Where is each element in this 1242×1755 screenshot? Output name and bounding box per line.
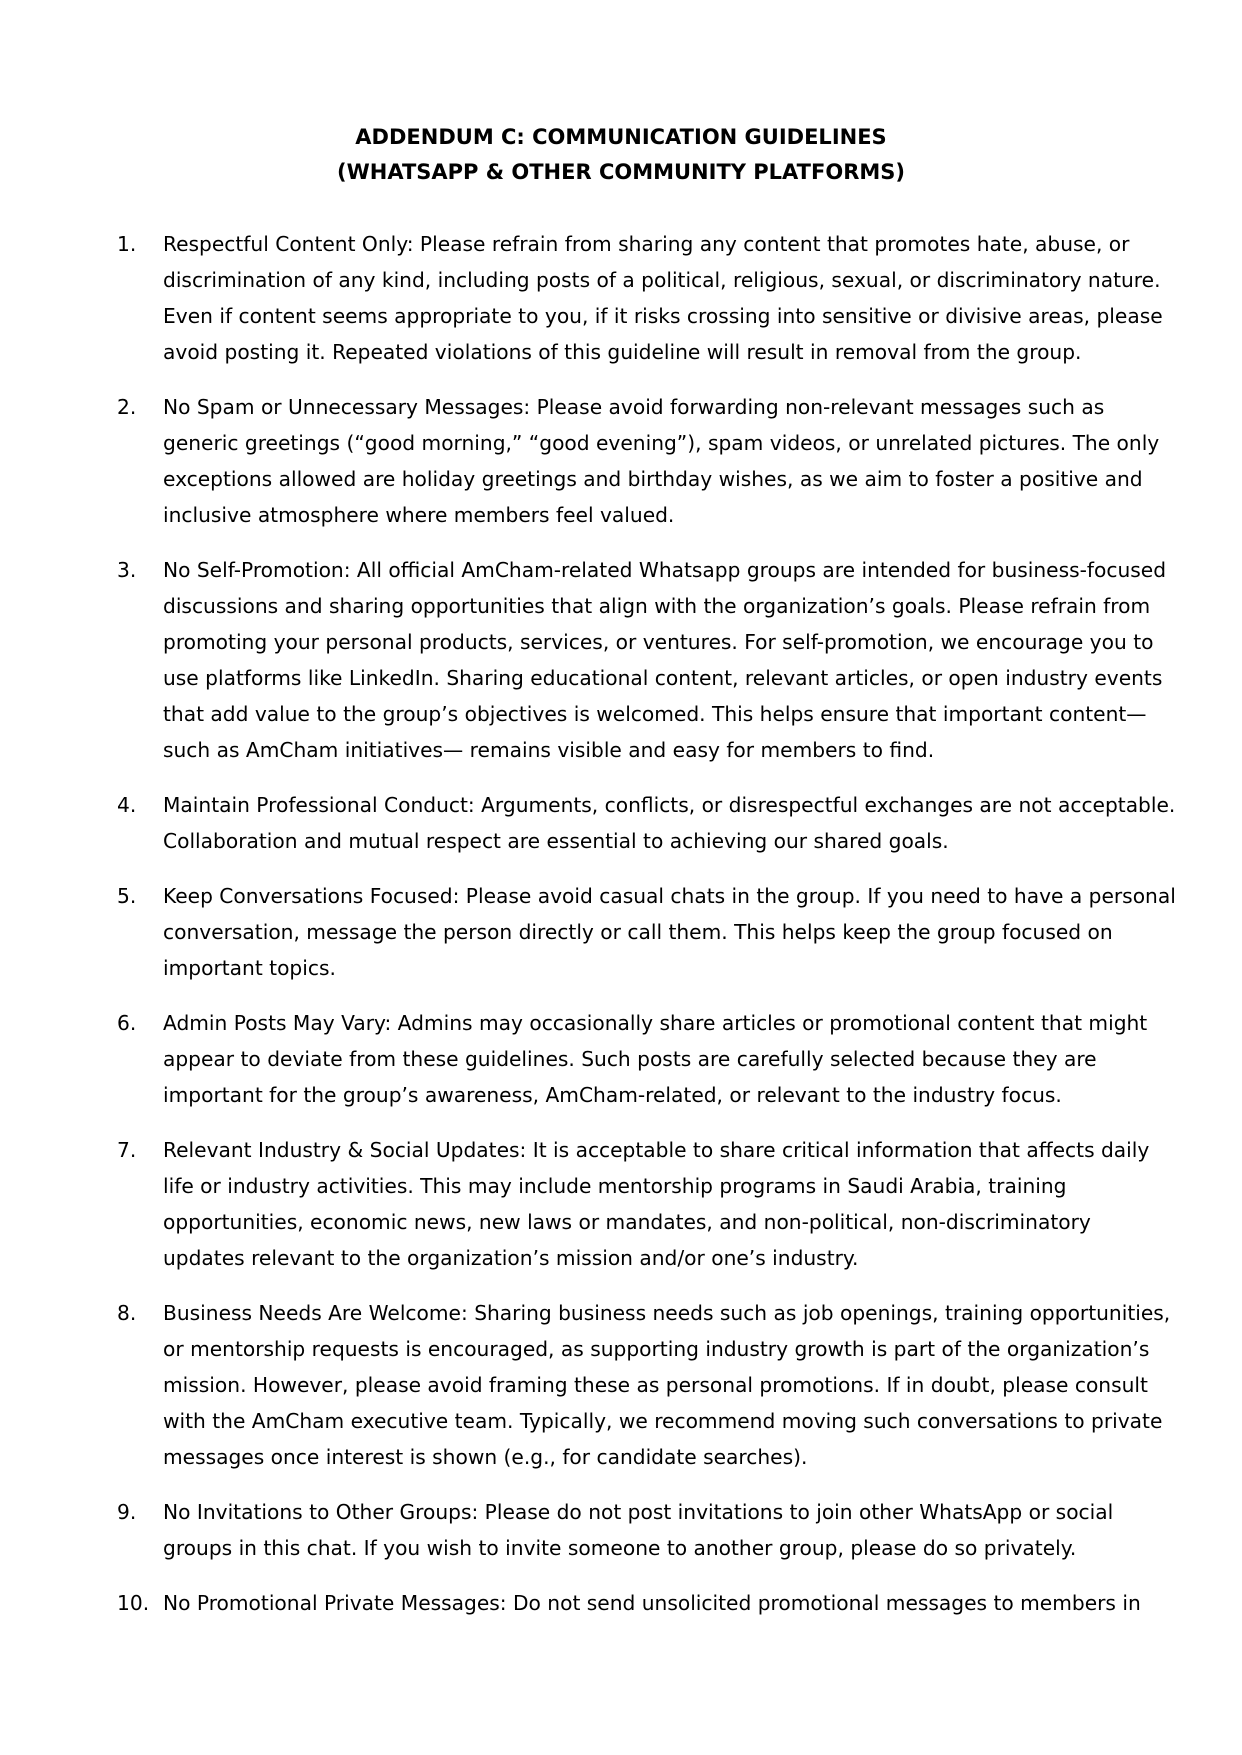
- item-text: No Promotional Private Messages: Do not send unsolicited promotional messages to members in: [163, 1591, 1141, 1615]
- item-number: 6.: [117, 1011, 137, 1035]
- item-number: 3.: [117, 558, 137, 582]
- item-text: Admin Posts May Vary: Admins may occasionally share articles or promotional content that might appear to deviate from these guidelines. Such posts are carefully selected because they are important for the group’s awareness, AmCham-related, or relevant to the industry focus.: [163, 1011, 1148, 1107]
- guideline-item-1: [117, 226, 1177, 370]
- title-line-2: (WHATSAPP & OTHER COMMUNITY PLATFORMS): [336, 160, 905, 184]
- item-number: 1.: [117, 232, 137, 256]
- item-number: 8.: [117, 1301, 137, 1325]
- item-text: Maintain Professional Conduct: Arguments, conflicts, or disrespectful exchanges are not acceptable. Collaboration and mutual respect are essential to achieving our shared goals.: [163, 793, 1176, 853]
- guideline-item-3: [117, 552, 1177, 768]
- document-title: [0, 120, 1242, 190]
- guideline-item-9: [117, 1494, 1177, 1566]
- guideline-item-7: [117, 1132, 1177, 1276]
- item-number: 9.: [117, 1500, 137, 1524]
- item-number: 2.: [117, 395, 137, 419]
- item-text: No Spam or Unnecessary Messages: Please avoid forwarding non-relevant messages such as generic greetings (“good morning,” “good evening”), spam videos, or unrelated pictures. The only exceptions allowed are holiday greetings and birthday wishes, as we aim to foster a positive and inclusive atmosphere where members feel valued.: [163, 395, 1160, 527]
- item-text: Business Needs Are Welcome: Sharing business needs such as job openings, training opportunities, or mentorship requests is encouraged, as supporting industry growth is part of the organization’s mission. However, please avoid framing these as personal promotions. If in doubt, please consult with the AmCham executive team. Typically, we recommend moving such conversations to private messages once interest is shown (e.g., for candidate searches).: [163, 1301, 1171, 1469]
- item-number: 4.: [117, 793, 137, 817]
- guideline-item-10: [117, 1585, 1177, 1621]
- guideline-item-4: [117, 787, 1177, 859]
- item-text: Respectful Content Only: Please refrain from sharing any content that promotes hate, abuse, or discrimination of any kind, including posts of a political, religious, sexual, or discriminatory nature. Even if content seems appropriate to you, if it risks crossing into sensitive or divisive areas, please avoid posting it. Repeated violations of this guideline will result in removal from the group.: [163, 232, 1163, 364]
- item-text: No Self-Promotion: All official AmCham-related Whatsapp groups are intended for business-focused discussions and sharing opportunities that align with the organization’s goals. Please refrain from promoting your personal products, services, or ventures. For self-promotion, we encourage you to use platforms like LinkedIn. Sharing educational content, relevant articles, or open industry events that add value to the group’s objectives is welcomed. This helps ensure that important content—such as AmCham initiatives— remains visible and easy for members to find.: [163, 558, 1167, 762]
- guideline-item-8: [117, 1295, 1177, 1475]
- title-line-1: ADDENDUM C: COMMUNICATION GUIDELINES: [355, 125, 887, 149]
- item-text: Keep Conversations Focused: Please avoid casual chats in the group. If you need to have a personal conversation, message the person directly or call them. This helps keep the group focused on important topics.: [163, 884, 1176, 980]
- item-number: 7.: [117, 1138, 137, 1162]
- guideline-item-5: [117, 878, 1177, 986]
- item-number: 10.: [117, 1591, 150, 1615]
- guidelines-list: [117, 226, 1177, 1640]
- guideline-item-2: [117, 389, 1177, 533]
- item-text: Relevant Industry & Social Updates: It is acceptable to share critical information that affects daily life or industry activities. This may include mentorship programs in Saudi Arabia, training opportunities, economic news, new laws or mandates, and non-political, non-discriminatory updates relevant to the organization’s mission and/or one’s industry.: [163, 1138, 1150, 1270]
- item-text: No Invitations to Other Groups: Please do not post invitations to join other WhatsApp or social groups in this chat. If you wish to invite someone to another group, please do so privately.: [163, 1500, 1114, 1560]
- item-number: 5.: [117, 884, 137, 908]
- guideline-item-6: [117, 1005, 1177, 1113]
